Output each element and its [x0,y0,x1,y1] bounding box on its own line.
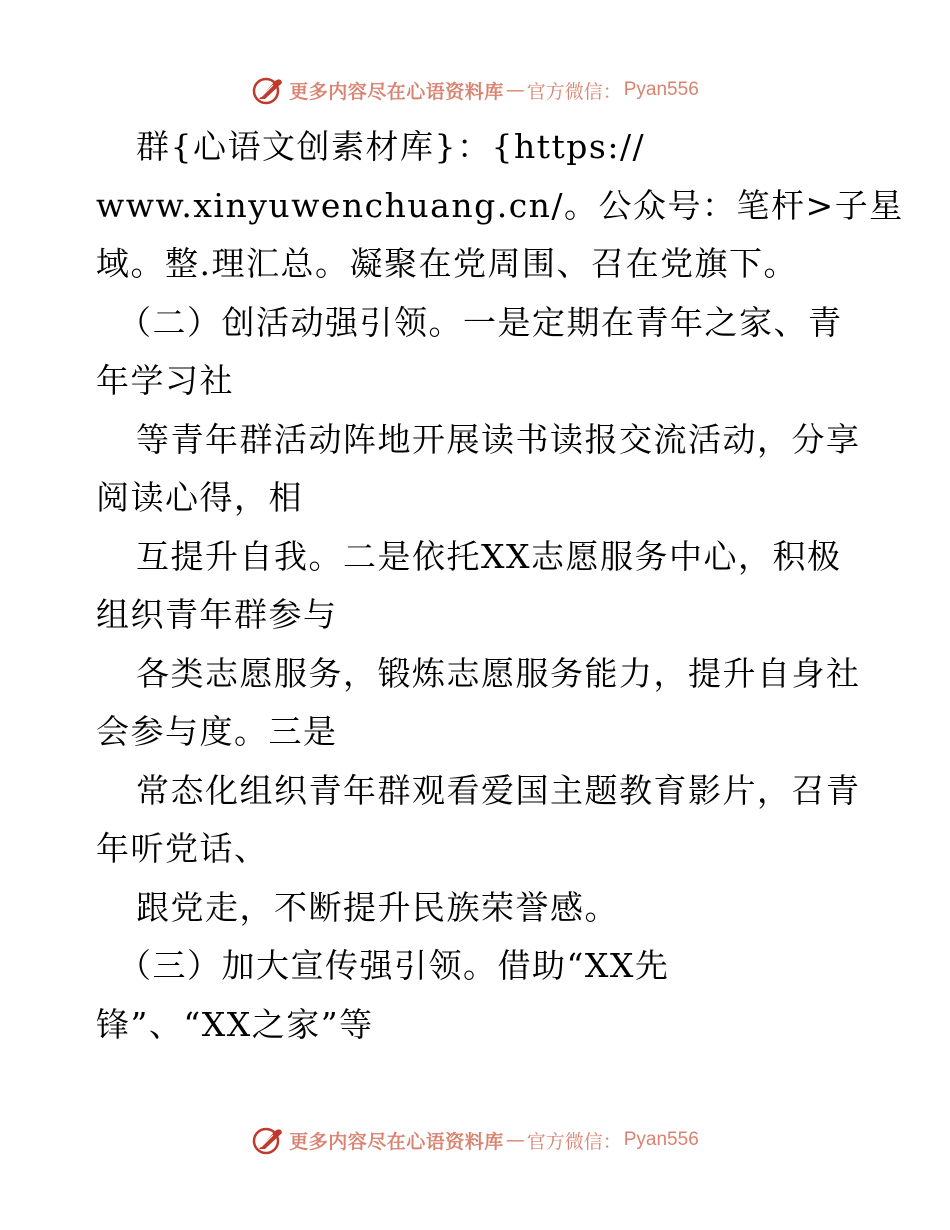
body-line: （三）加大宣传强引领。借助“XX先 [118,946,670,985]
quill-circle-logo-icon [251,1123,285,1157]
body-line: 会参与度。三是 [96,712,338,751]
banner-wechat-label: 官方微信： [526,80,622,103]
body-line: 锋”、“XX之家”等 [96,1004,374,1044]
body-line: 各类志愿服务，锻炼志愿服务能力，提升自身社 [136,653,861,693]
header-watermark-banner [0,70,950,110]
body-line: 群{心语文创素材库}：{https:// [136,127,646,166]
document-body [96,118,904,1054]
banner-separator: — [505,79,525,101]
footer-watermark-banner [0,1120,950,1160]
body-line: 组织青年群参与 [96,595,338,634]
body-line: 域。整.理汇总。凝聚在党周围、召在党旗下。 [96,244,798,283]
body-line: 互提升自我。二是依托XX志愿服务中心，积极 [136,536,842,576]
body-line: 年听党话、 [96,829,269,868]
body-line: www.xinyuwenchuang.cn/。公众号：笔杆>子星 [96,185,904,225]
banner-separator: — [505,1129,525,1151]
banner-wechat-id: Pyan556 [623,1129,699,1150]
body-line: 跟党走，不断提升民族荣誉感。 [136,887,619,927]
quill-circle-logo-icon [251,73,285,107]
body-line: 阅读心得，相 [96,478,303,517]
banner-main-text: 更多内容尽在心语资料库 [289,80,504,103]
banner-main-text: 更多内容尽在心语资料库 [289,1130,504,1153]
banner-wechat-id: Pyan556 [623,79,699,100]
body-line: 等青年群活动阵地开展读书读报交流活动，分享 [136,419,861,459]
body-line: （二）创活动强引领。一是定期在青年之家、青 [118,302,843,342]
body-line: 年学习社 [96,361,234,400]
body-line: 常态化组织青年群观看爱国主题教育影片，召青 [136,770,861,810]
banner-wechat-label: 官方微信： [526,1130,622,1153]
